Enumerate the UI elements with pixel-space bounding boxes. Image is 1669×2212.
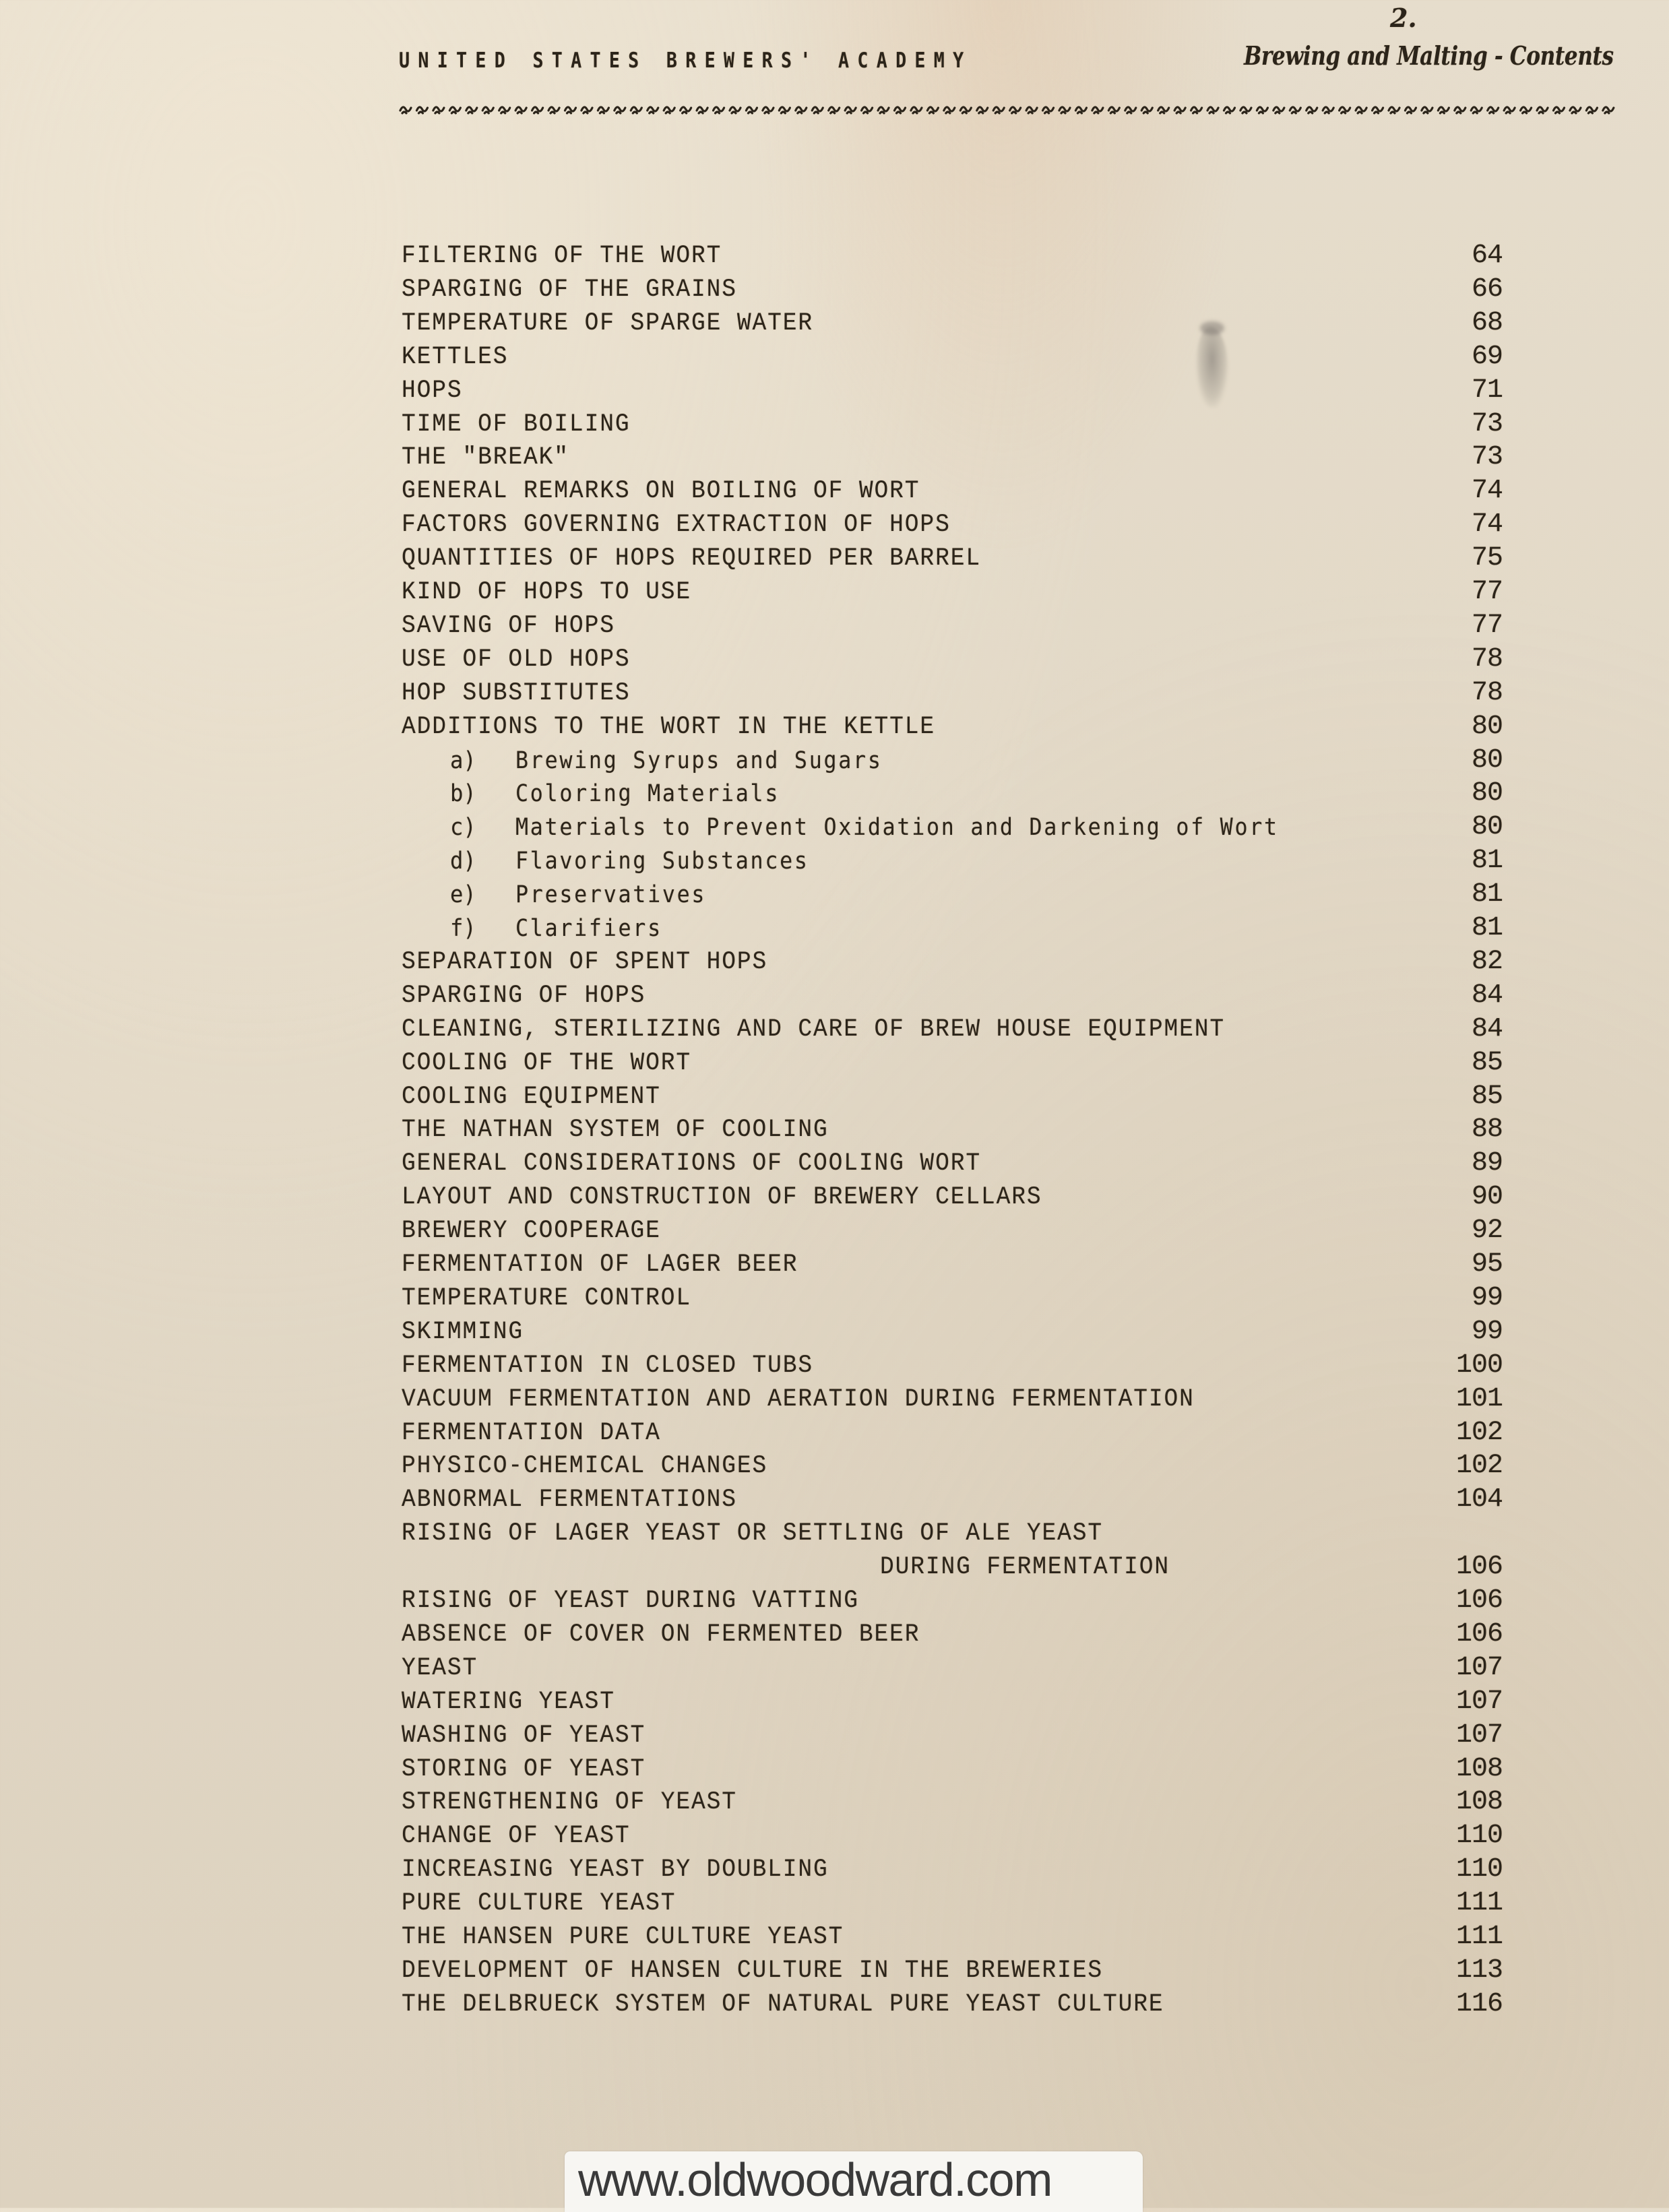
toc-entry-title: RISING OF YEAST DURING VATTING bbox=[402, 1587, 859, 1615]
toc-entry bbox=[0, 1587, 1669, 1614]
toc-entry-page: 81 bbox=[1471, 846, 1503, 877]
watermark-label bbox=[565, 2151, 1143, 2212]
toc-entry bbox=[0, 1856, 1669, 1883]
toc-subentry bbox=[0, 915, 1669, 942]
toc-entry-title: THE DELBRUECK SYSTEM OF NATURAL PURE YEAST CULTURE bbox=[402, 1990, 1164, 2019]
toc-entry-title: KIND OF HOPS TO USE bbox=[402, 578, 691, 606]
toc-entry bbox=[0, 1184, 1669, 1211]
toc-entry bbox=[0, 1618, 1669, 1649]
toc-entry-page: 106 bbox=[1455, 1552, 1503, 1583]
toc-entry-title: TEMPERATURE OF SPARGE WATER bbox=[402, 309, 814, 338]
toc-entry bbox=[0, 946, 1669, 977]
toc-entry-continuation bbox=[0, 1554, 1669, 1581]
toc-entry-page: 108 bbox=[1455, 1787, 1503, 1818]
toc-entry-title: FERMENTATION DATA bbox=[402, 1418, 661, 1447]
toc-entry-title: THE NATHAN SYSTEM OF COOLING bbox=[402, 1116, 829, 1145]
toc-entry-title: KETTLES bbox=[402, 342, 509, 371]
toc-entry-page: 64 bbox=[1471, 241, 1503, 271]
toc-entry-page: 107 bbox=[1455, 1652, 1503, 1683]
toc-subentry-letter: b) bbox=[450, 780, 476, 808]
toc-entry-title: FACTORS GOVERNING EXTRACTION OF HOPS bbox=[402, 511, 951, 540]
toc-entry-title: Coloring Materials bbox=[515, 780, 780, 808]
toc-entry-title: THE "BREAK" bbox=[402, 443, 569, 472]
toc-entry bbox=[0, 1890, 1669, 1917]
toc-entry-page: 85 bbox=[1471, 1047, 1503, 1078]
toc-entry-page: 66 bbox=[1471, 274, 1503, 305]
toc-subentry bbox=[0, 780, 1669, 807]
toc-subentry-letter: d) bbox=[450, 848, 476, 875]
toc-entry-page: 116 bbox=[1455, 1988, 1503, 2019]
toc-entry-title: USE OF OLD HOPS bbox=[402, 645, 631, 674]
toc-entry bbox=[0, 1957, 1669, 1984]
toc-entry-page: 110 bbox=[1455, 1821, 1503, 1852]
toc-entry-page: 73 bbox=[1471, 408, 1503, 439]
toc-entry-page: 82 bbox=[1471, 946, 1503, 977]
toc-entry-title: ABNORMAL FERMENTATIONS bbox=[402, 1486, 737, 1515]
toc-entry-title: COOLING OF THE WORT bbox=[402, 1048, 691, 1077]
toc-entry-title: Preservatives bbox=[515, 881, 707, 909]
toc-entry-page: 107 bbox=[1455, 1719, 1503, 1750]
toc-entry-page: 92 bbox=[1471, 1215, 1503, 1246]
toc-entry bbox=[0, 1924, 1669, 1951]
toc-entry-title: PHYSICO-CHEMICAL CHANGES bbox=[402, 1452, 768, 1481]
toc-subentry bbox=[0, 747, 1669, 774]
toc-entry-page: 74 bbox=[1471, 509, 1503, 540]
toc-entry-title: BREWERY COOPERAGE bbox=[402, 1217, 661, 1246]
toc-entry-page: 71 bbox=[1471, 375, 1503, 406]
organization-header: UNITED STATES BREWERS' ACADEMY bbox=[399, 49, 972, 73]
toc-entry-title: ADDITIONS TO THE WORT IN THE KETTLE bbox=[402, 712, 936, 741]
toc-entry-title: TIME OF BOILING bbox=[402, 410, 631, 439]
toc-entry bbox=[0, 1282, 1669, 1313]
toc-entry bbox=[0, 1789, 1669, 1816]
toc-entry bbox=[0, 1652, 1669, 1683]
toc-entry-page: 100 bbox=[1455, 1350, 1503, 1381]
toc-entry-page: 104 bbox=[1455, 1484, 1503, 1515]
toc-entry-page: 80 bbox=[1471, 711, 1503, 742]
toc-entry-page: 106 bbox=[1455, 1618, 1503, 1649]
toc-entry-title: CLEANING, STERILIZING AND CARE OF BREW HOUSE EQUIPMENT bbox=[402, 1015, 1226, 1044]
toc-entry-title: VACUUM FERMENTATION AND AERATION DURING FERMENTATION bbox=[402, 1385, 1195, 1414]
toc-entry-title: SPARGING OF THE GRAINS bbox=[402, 275, 737, 304]
toc-entry-title: ABSENCE OF COVER ON FERMENTED BEER bbox=[402, 1620, 920, 1649]
toc-entry-title: Brewing Syrups and Sugars bbox=[515, 747, 883, 774]
toc-entry-page: 110 bbox=[1455, 1854, 1503, 1885]
toc-entry bbox=[0, 1215, 1669, 1246]
toc-entry bbox=[0, 478, 1669, 505]
toc-subentry-letter: a) bbox=[450, 747, 476, 774]
toc-entry-page: 102 bbox=[1455, 1417, 1503, 1448]
toc-entry-page: 113 bbox=[1455, 1955, 1503, 1986]
toc-subentry bbox=[0, 848, 1669, 875]
toc-entry-page: 74 bbox=[1471, 476, 1503, 507]
toc-entry-page: 106 bbox=[1455, 1585, 1503, 1616]
document-title: Brewing and Malting - Contents bbox=[1244, 40, 1614, 71]
toc-entry-title: Clarifiers bbox=[515, 915, 662, 942]
toc-entry-page: 111 bbox=[1455, 1922, 1503, 1952]
toc-entry-title: GENERAL REMARKS ON BOILING OF WORT bbox=[402, 477, 920, 506]
toc-entry bbox=[0, 1823, 1669, 1850]
toc-entry-title: CHANGE OF YEAST bbox=[402, 1822, 631, 1851]
toc-entry-title: STORING OF YEAST bbox=[402, 1755, 646, 1783]
toc-entry-title: RISING OF LAGER YEAST OR SETTLING OF ALE YEAST bbox=[402, 1519, 1104, 1548]
toc-entry-title: INCREASING YEAST BY DOUBLING bbox=[402, 1856, 829, 1885]
toc-subentry-letter: f) bbox=[450, 915, 476, 942]
toc-entry bbox=[0, 1316, 1669, 1347]
toc-entry-title: HOPS bbox=[402, 376, 463, 405]
toc-entry-title: WATERING YEAST bbox=[402, 1687, 615, 1716]
toc-entry-page: 99 bbox=[1471, 1316, 1503, 1347]
toc-entry-page: 80 bbox=[1471, 812, 1503, 843]
toc-entry-title: SPARGING OF HOPS bbox=[402, 981, 646, 1010]
toc-entry-title: DURING FERMENTATION bbox=[880, 1553, 1170, 1582]
toc-entry-page: 111 bbox=[1455, 1888, 1503, 1919]
toc-entry-title: PURE CULTURE YEAST bbox=[402, 1889, 676, 1918]
toc-entry-page: 89 bbox=[1471, 1148, 1503, 1179]
toc-entry-page: 77 bbox=[1471, 610, 1503, 641]
toc-entry-title: SAVING OF HOPS bbox=[402, 611, 615, 640]
toc-entry bbox=[0, 677, 1669, 708]
toc-entry-title: QUANTITIES OF HOPS REQUIRED PER BARREL bbox=[402, 544, 981, 573]
toc-entry-page: 81 bbox=[1471, 913, 1503, 943]
toc-entry-title: YEAST bbox=[402, 1653, 478, 1682]
toc-entry-title: WASHING OF YEAST bbox=[402, 1721, 646, 1750]
toc-entry-title: FILTERING OF THE WORT bbox=[402, 242, 722, 270]
toc-entry-title: HOP SUBSTITUTES bbox=[402, 678, 631, 707]
toc-entry-page: 101 bbox=[1455, 1383, 1503, 1414]
toc-subentry-letter: e) bbox=[450, 881, 476, 909]
toc-entry-title: DEVELOPMENT OF HANSEN CULTURE IN THE BREWERIES bbox=[402, 1956, 1104, 1985]
toc-entry bbox=[0, 1150, 1669, 1177]
toc-entry-page: 107 bbox=[1455, 1686, 1503, 1717]
toc-entry-title: GENERAL CONSIDERATIONS OF COOLING WORT bbox=[402, 1149, 981, 1178]
toc-entry-page: 80 bbox=[1471, 778, 1503, 809]
toc-entry bbox=[0, 1251, 1669, 1278]
toc-entry bbox=[0, 1453, 1669, 1480]
toc-entry bbox=[0, 276, 1669, 303]
toc-entry bbox=[0, 1520, 1669, 1547]
toc-entry bbox=[0, 1753, 1669, 1784]
toc-entry-title: Materials to Prevent Oxidation and Darkening of Wort bbox=[515, 814, 1279, 842]
toc-entry bbox=[0, 243, 1669, 270]
toc-entry-page: 84 bbox=[1471, 980, 1503, 1011]
toc-entry-page: 68 bbox=[1471, 307, 1503, 338]
toc-entry bbox=[0, 341, 1669, 372]
toc-entry-page: 88 bbox=[1471, 1114, 1503, 1145]
toc-entry-page: 75 bbox=[1471, 543, 1503, 574]
toc-entry-page: 80 bbox=[1471, 745, 1503, 776]
watermark-text: www.oldwoodward.com bbox=[578, 2153, 1052, 2206]
toc-subentry bbox=[0, 814, 1669, 841]
toc-entry bbox=[0, 1352, 1669, 1379]
toc-entry bbox=[0, 579, 1669, 606]
toc-entry-page: 69 bbox=[1471, 341, 1503, 372]
toc-entry bbox=[0, 1083, 1669, 1110]
toc-entry-page: 99 bbox=[1471, 1282, 1503, 1313]
toc-entry-page: 73 bbox=[1471, 442, 1503, 473]
toc-subentry bbox=[0, 881, 1669, 908]
toc-entry bbox=[0, 612, 1669, 639]
toc-entry-title: SEPARATION OF SPENT HOPS bbox=[402, 947, 768, 976]
toc-entry-title: Flavoring Substances bbox=[515, 848, 809, 875]
toc-entry-page: 78 bbox=[1471, 643, 1503, 674]
toc-entry-page: 90 bbox=[1471, 1182, 1503, 1213]
toc-entry-title: FERMENTATION OF LAGER BEER bbox=[402, 1251, 798, 1279]
toc-entry-title: LAYOUT AND CONSTRUCTION OF BREWERY CELLARS bbox=[402, 1183, 1042, 1212]
toc-entry-title: COOLING EQUIPMENT bbox=[402, 1082, 661, 1111]
toc-entry bbox=[0, 711, 1669, 742]
toc-entry bbox=[0, 307, 1669, 338]
toc-entry bbox=[0, 1116, 1669, 1143]
toc-entry bbox=[0, 1988, 1669, 2019]
toc-entry-page: 81 bbox=[1471, 879, 1503, 910]
toc-entry-title: TEMPERATURE CONTROL bbox=[402, 1284, 691, 1313]
toc-entry bbox=[0, 377, 1669, 404]
toc-entry-page: 77 bbox=[1471, 577, 1503, 607]
toc-entry-title: FERMENTATION IN CLOSED TUBS bbox=[402, 1351, 814, 1380]
toc-entry bbox=[0, 545, 1669, 572]
toc-entry-page: 102 bbox=[1455, 1451, 1503, 1482]
toc-entry-page: 84 bbox=[1471, 1013, 1503, 1044]
toc-entry-title: STRENGTHENING OF YEAST bbox=[402, 1788, 737, 1817]
toc-entry-page: 108 bbox=[1455, 1753, 1503, 1784]
page-number: 2. bbox=[1390, 3, 1417, 33]
toc-entry-page: 85 bbox=[1471, 1081, 1503, 1112]
toc-entry-title: THE HANSEN PURE CULTURE YEAST bbox=[402, 1923, 844, 1951]
toc-entry bbox=[0, 1719, 1669, 1750]
toc-entry-page: 95 bbox=[1471, 1249, 1503, 1279]
toc-entry bbox=[0, 1486, 1669, 1513]
toc-entry bbox=[0, 982, 1669, 1009]
toc-entry bbox=[0, 1383, 1669, 1414]
toc-entry bbox=[0, 643, 1669, 674]
toc-entry-title: SKIMMING bbox=[402, 1317, 524, 1346]
toc-entry-page: 78 bbox=[1471, 677, 1503, 708]
toc-entry bbox=[0, 1047, 1669, 1078]
toc-entry bbox=[0, 511, 1669, 538]
toc-entry bbox=[0, 1688, 1669, 1715]
toc-entry bbox=[0, 408, 1669, 439]
toc-entry bbox=[0, 444, 1669, 471]
toc-entry bbox=[0, 1417, 1669, 1448]
toc-subentry-letter: c) bbox=[450, 814, 476, 842]
toc-entry bbox=[0, 1013, 1669, 1044]
